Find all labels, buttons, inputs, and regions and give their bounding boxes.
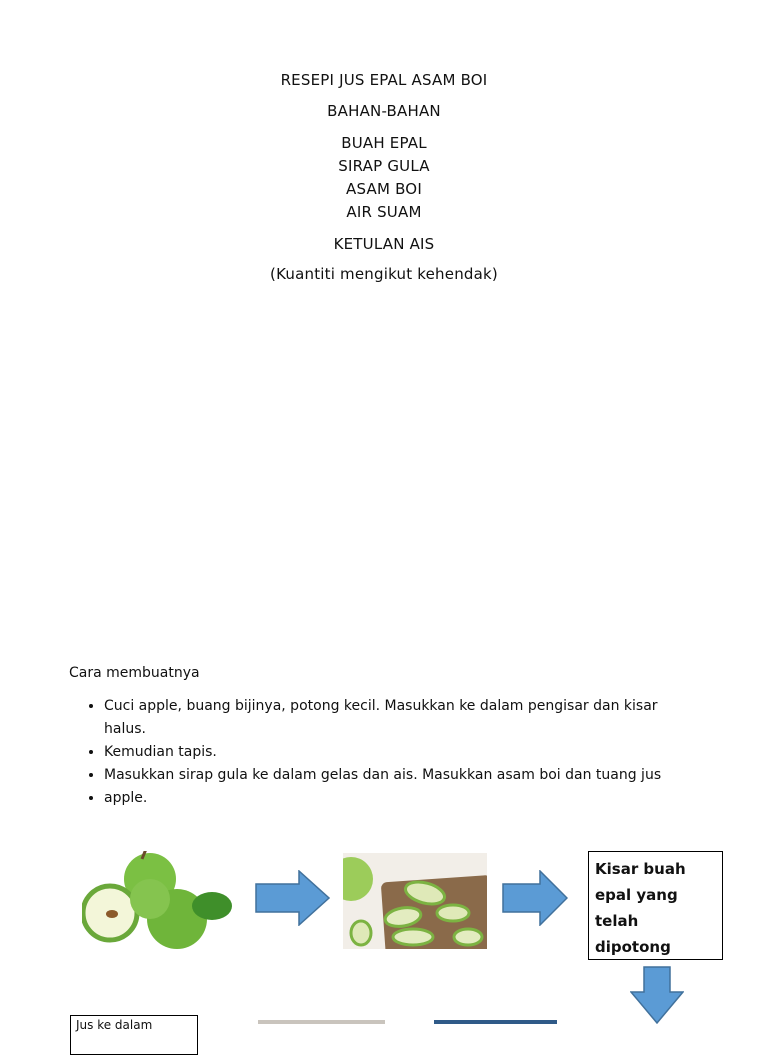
- quantity-note: (Kuantiti mengikut kehendak): [270, 265, 498, 283]
- arrow-right-icon: [255, 870, 330, 926]
- juice-glass-photo: [258, 1020, 385, 1024]
- ingredient-item: BUAH EPAL: [341, 134, 427, 152]
- pour-juice-box: [70, 1015, 198, 1055]
- ingredients-heading: BAHAN-BAHAN: [327, 102, 441, 120]
- ingredient-item-ice: KETULAN AIS: [333, 235, 435, 253]
- method-step: • apple.: [104, 787, 694, 810]
- ingredient-item: AIR SUAM: [346, 203, 422, 221]
- method-step: • Masukkan sirap gula ke dalam gelas dan ais. Masukkan asam boi dan tuang jus: [104, 764, 694, 787]
- method-steps-list: [86, 695, 694, 810]
- drink-photo: [434, 1020, 557, 1024]
- method-step: • Cuci apple, buang bijinya, potong kecil. Masukkan ke dalam pengisar dan kisar halus.: [104, 695, 694, 741]
- arrow-right-icon: [502, 870, 568, 926]
- pour-juice-text: Jus ke dalam: [76, 1018, 153, 1032]
- green-apples-photo: [82, 851, 236, 958]
- ingredient-item: ASAM BOI: [346, 180, 422, 198]
- ingredient-item: SIRAP GULA: [338, 157, 430, 175]
- arrow-down-icon: [630, 966, 684, 1024]
- blend-step-box: [588, 851, 723, 960]
- method-step: • Kemudian tapis.: [104, 741, 694, 764]
- method-heading: Cara membuatnya: [69, 665, 200, 681]
- sliced-apples-photo: [343, 853, 487, 949]
- blend-step-text: Kisar buah epal yang telah dipotong: [595, 860, 686, 956]
- recipe-title: RESEPI JUS EPAL ASAM BOI: [280, 71, 488, 89]
